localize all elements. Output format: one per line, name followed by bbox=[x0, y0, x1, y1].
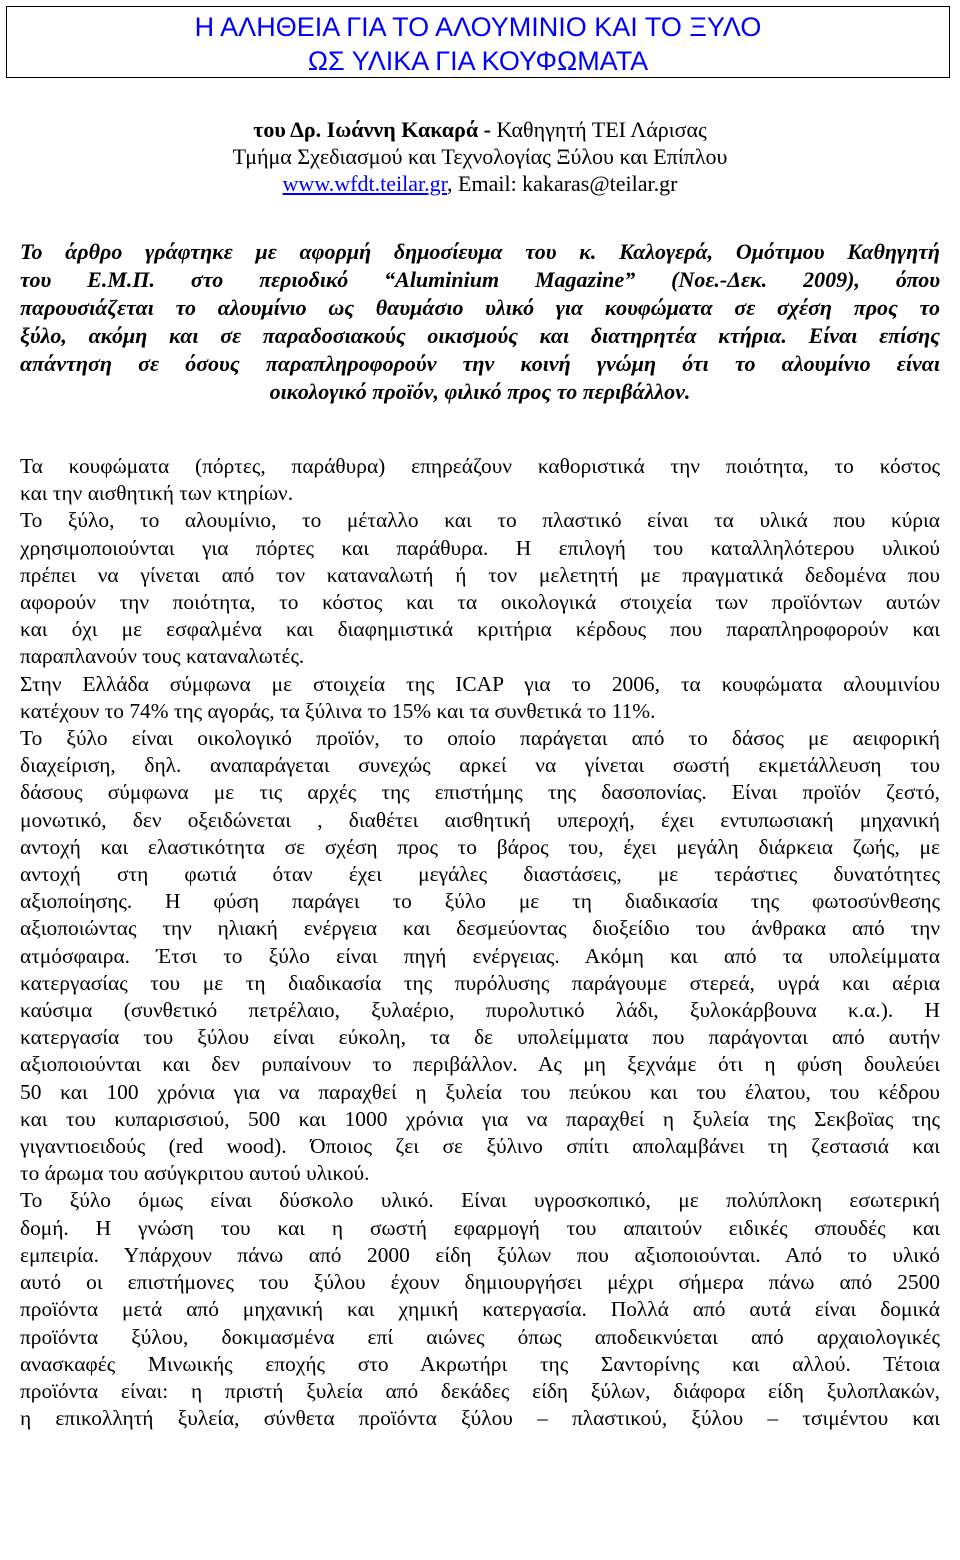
body-line: το άρωμα του ασύγκριτου αυτού υλικού. bbox=[20, 1161, 370, 1186]
body-line: Στην Ελλάδα σύμφωνα με στοιχεία της ICAP για το 2006, τα κουφώματα αλουμινίου bbox=[20, 671, 940, 696]
website-link[interactable]: www.wfdt.teilar.gr bbox=[282, 171, 448, 196]
title-line-2: ΩΣ ΥΛΙΚΑ ΓΙΑ ΚΟΥΦΩΜΑΤΑ bbox=[307, 46, 649, 76]
intro-line: του Ε.Μ.Π. στο περιοδικό “Aluminium Magazine” (Νοε.-Δεκ. 2009), όπου bbox=[20, 267, 940, 292]
body-line: μονωτικό, δεν οξειδώνεται , διαθέτει αισθητική υπεροχή, έχει εντυπωσιακή μηχανική bbox=[20, 807, 940, 832]
author-block bbox=[0, 116, 960, 197]
body-line: πρέπει να γίνεται από τον καταναλωτή ή τον μελετητή με πραγματικά δεδομένα που bbox=[20, 562, 940, 587]
author-email: , Email: kakaras@teilar.gr bbox=[447, 171, 678, 196]
body-text bbox=[20, 453, 940, 1432]
body-line: αυτό οι επιστήμονες του ξύλου έχουν δημιουργήσει μέχρι σήμερα πάνω από 2500 bbox=[20, 1270, 940, 1295]
title-box bbox=[6, 6, 950, 78]
author-position: Καθηγητή ΤΕΙ Λάρισας bbox=[490, 117, 707, 142]
body-line: ανασκαφές Μινωικής εποχής στο Ακρωτήρι της Σαντορίνης και αλλού. Τέτοια bbox=[20, 1351, 940, 1376]
author-line bbox=[0, 116, 960, 143]
intro-paragraph bbox=[20, 238, 940, 406]
body-line: γιγαντιοειδούς (red wood). Όποιος ζει σε ξύλινο σπίτι απολαμβάνει τη ζεστασιά και bbox=[20, 1134, 940, 1159]
body-line: Τα κουφώματα (πόρτες, παράθυρα) επηρεάζουν καθοριστικά την ποιότητα, το κόστος bbox=[20, 454, 940, 478]
body-line: Το ξύλο όμως είναι δύσκολο υλικό. Είναι υγροσκοπικό, με πολύπλοκη εσωτερική bbox=[20, 1188, 940, 1213]
title-line-1: Η ΑΛΗΘΕΙΑ ΓΙΑ ΤΟ ΑΛΟΥΜΙΝΙΟ ΚΑΙ ΤΟ ΞΥΛΟ bbox=[194, 12, 762, 42]
body-line: αντοχή στη φωτιά όταν έχει μεγάλες διαστάσεις, με τεράστιες δυνατότητες bbox=[20, 862, 940, 887]
author-department: Τμήμα Σχεδιασμού και Τεχνολογίας Ξύλου και Επίπλου bbox=[232, 144, 728, 169]
intro-line: Το άρθρο γράφτηκε με αφορμή δημοσίευμα του κ. Καλογερά, Ομότιμου Καθηγητή bbox=[20, 239, 940, 264]
body-line: αφορούν την ποιότητα, το κόστος και τα οικολογικά στοιχεία των προϊόντων αυτών bbox=[20, 590, 940, 615]
body-line: 50 και 100 χρόνια για να παραχθεί η ξυλεία του πεύκου και του έλατου, του κέδρου bbox=[20, 1079, 940, 1104]
body-line: και την αισθητική των κτηρίων. bbox=[20, 481, 294, 506]
body-line: κατεργασία του ξύλου είναι εύκολη, τα δε υπολείμματα που παράγονται από αυτήν bbox=[20, 1025, 940, 1050]
body-line: δάσους σύμφωνα με τις αρχές της επιστήμης της δασοπονίας. Είναι προϊόν ζεστό, bbox=[20, 780, 940, 805]
body-line: αξιοποίησης. Η φύση παράγει το ξύλο με τη διαδικασία της φωτοσύνθεσης bbox=[20, 889, 940, 914]
body-line: Το ξύλο, το αλουμίνιο, το μέταλλο και το πλαστικό είναι τα υλικά που κύρια bbox=[20, 508, 940, 533]
body-line: κατεργασίας του με τη διαδικασία της πυρόλυσης παράγουμε στερεά, υγρά και αέρια bbox=[20, 970, 940, 995]
intro-line: απάντηση σε όσους παραπληροφορούν την κοινή γνώμη ότι το αλουμίνιο είναι bbox=[20, 351, 940, 376]
body-line: προϊόντα μετά από μηχανική και χημική κατεργασία. Πολλά από αυτά είναι δομικά bbox=[20, 1297, 940, 1322]
body-line: αντοχή και ελαστικότητα σε σχέση προς το βάρος του, έχει μεγάλη διάρκεια ζωής, με bbox=[20, 834, 940, 859]
body-line: προϊόντα είναι: η πριστή ξυλεία από δεκάδες είδη ξύλων, διάφορα είδη ξυλοπλακών, bbox=[20, 1378, 940, 1403]
body-line: ατμόσφαιρα. Έτσι το ξύλο είναι πηγή ενέργειας. Ακόμη και από τα υπολείμματα bbox=[20, 943, 940, 968]
author-name: του Δρ. Ιωάννη Κακαρά - bbox=[253, 117, 491, 142]
body-line: Το ξύλο είναι οικολογικό προϊόν, το οποίο παράγεται από το δάσος με αειφορική bbox=[20, 726, 940, 751]
intro-line: ξύλο, ακόμη και σε παραδοσιακούς οικισμούς και διατηρητέα κτήρια. Είναι επίσης bbox=[20, 323, 940, 348]
intro-line: οικολογικό προϊόν, φιλικό προς το περιβάλλον. bbox=[269, 379, 691, 404]
body-line: και του κυπαρισσιού, 500 και 1000 χρόνια για να παραχθεί η ξυλεία της Σεκβοϊας της bbox=[20, 1106, 940, 1131]
intro-line: παρουσιάζεται το αλουμίνιο ως θαυμάσιο υλικό για κουφώματα σε σχέση προς το bbox=[20, 295, 940, 320]
author-contact bbox=[0, 170, 960, 197]
body-line: και όχι με εσφαλμένα και διαφημιστικά κριτήρια κέρδους που παραπληροφορούν και bbox=[20, 617, 940, 642]
body-line: προϊόντα ξύλου, δοκιμασμένα επί αιώνες όπως αποδεικνύεται από αρχαιολογικές bbox=[20, 1324, 940, 1349]
body-line: παραπλανούν τους καταναλωτές. bbox=[20, 644, 305, 669]
body-line: εμπειρία. Υπάρχουν πάνω από 2000 είδη ξύλων που αξιοποιούνται. Από το υλικό bbox=[20, 1242, 940, 1267]
body-line: δομή. Η γνώση του και η σωστή εφαρμογή του απαιτούν ειδικές σπουδές και bbox=[20, 1215, 940, 1240]
body-line: διαχείριση, δηλ. αναπαράγεται συνεχώς αρκεί να γίνεται σωστή εκμετάλλευση του bbox=[20, 753, 940, 778]
body-line: αξιοποιούνται και δεν ρυπαίνουν το περιβάλλον. Ας μη ξεχνάμε ότι η φύση δουλεύει bbox=[20, 1052, 940, 1077]
body-line: χρησιμοποιούνται για πόρτες και παράθυρα. Η επιλογή του καταλληλότερου υλικού bbox=[20, 535, 940, 560]
body-line: αξιοποιώντας την ηλιακή ενέργεια και δεσμεύοντας διοξείδιο του άνθρακα από την bbox=[20, 916, 940, 941]
body-line: κατέχουν το 74% της αγοράς, τα ξύλινα το 15% και τα συνθετικά το 11%. bbox=[20, 698, 656, 723]
body-line: καύσιμα (συνθετικό πετρέλαιο, ξυλαέριο, πυρολυτικό λάδι, ξυλοκάρβουνα κ.α.). Η bbox=[20, 998, 940, 1023]
body-line: η επικολλητή ξυλεία, σύνθετα προϊόντα ξύλου – πλαστικού, ξύλου – τσιμέντου και bbox=[20, 1406, 940, 1431]
